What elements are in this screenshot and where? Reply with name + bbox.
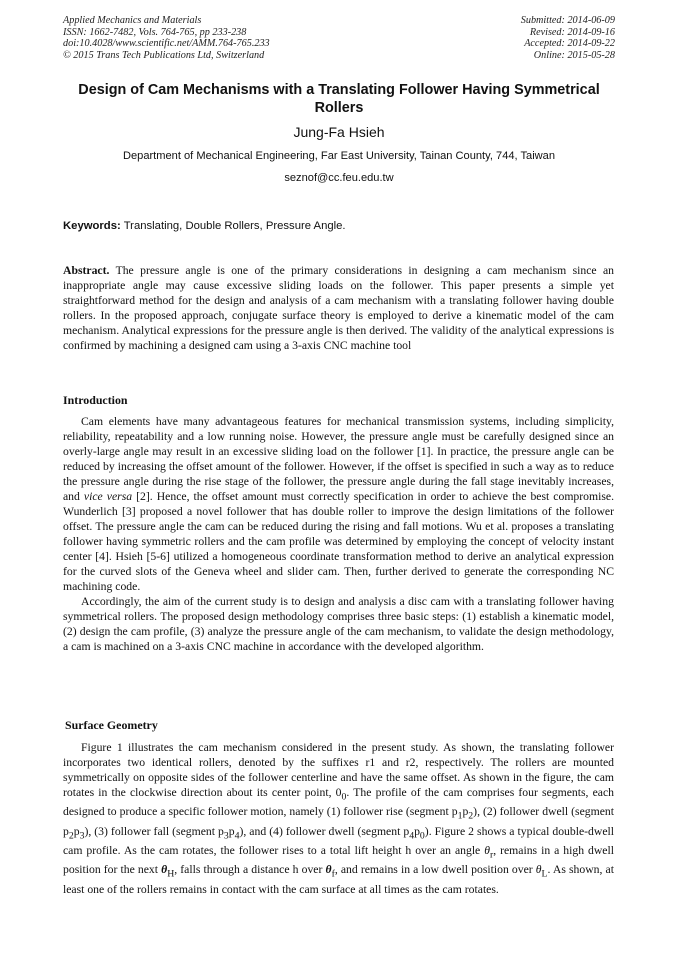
author-affiliation: Department of Mechanical Engineering, Far East University, Tainan County, 744, Taiwan <box>122 150 556 162</box>
date-revised: Revised: 2014-09-16 <box>529 26 615 38</box>
paper-title: Design of Cam Mechanisms with a Translating Follower Having Symmetrical Rollers <box>78 82 600 116</box>
abstract-text: The pressure angle is one of the primary considerations in designing a cam mechanism since an inappropriate angle may cause excessive sliding loads on the follower. This paper presents a simple yet straightforward method for the design and analysis of a cam mechanism with a translating follower having double rollers. In the proposed approach, conjugate surface theory is employed to derive a kinematic model of the cam mechanism. Analytical expressions for the pressure angle is then derived. The validity of the analytical expressions is confirmed by machining a designed cam using a 3-axis CNC machine tool <box>63 264 614 352</box>
journal-copyright: © 2015 Trans Tech Publications Ltd, Switzerland <box>63 49 265 61</box>
surface-geometry-paragraph: Figure 1 illustrates the cam mechanism considered in the present study. As shown, the translating follower incorporates two identical rollers, denoted by the suffixes r1 and r2, respectively. The rollers are mounted symmetrically on opposite sides of the follower centerline and have the same offset. As shown in the figure, the cam rotates in the clockwise direction about its center point, $0_0$. The profile of the cam comprises four segments, each designed to produce a specific follower motion, namely (1) follower rise (segment $p_1p_2$), (2) follower dwell (segment $p_2p_3$), (3) follower fall (segment $p_3p_4$), and (4) follower dwell (segment $p_4p_0$). Figure 2 shows a typical double-dwell cam profile. As the cam rotates, the follower rises to a total lift height h over an angle $\theta_r$, remains in a high dwell position for the next $\theta_H$, falls through a distance h over $\theta_f$, and remains in a low dwell position over $\theta_L$. As shown, at least one of the rollers remains in contact with the cam surface at all times as the cam rotates. <box>63 741 615 896</box>
keywords-text: Translating, Double Rollers, Pressure Angle. <box>123 220 346 232</box>
author-email[interactable]: seznof@cc.feu.edu.tw <box>284 172 394 184</box>
journal-doi: doi:10.4028/www.scientific.net/AMM.764-765.233 <box>63 38 270 50</box>
introduction-body <box>63 414 614 654</box>
date-accepted: Accepted: 2014-09-22 <box>524 38 615 50</box>
abstract <box>63 263 614 353</box>
journal-info <box>63 15 270 61</box>
keywords-label: Keywords: <box>63 220 121 232</box>
introduction-paragraph-1: Cam elements have many advantageous features for mechanical transmission systems, including simplicity, reliability, repeatability and a low running noise. However, the pressure angle must be carefully designed since an overly-large angle may result in an excessive sliding load on the follower [1]. In practice, the pressure angle can be reduced by increasing the offset amount of the follower. However, if the offset is specified in such a way as to reduce the pressure angle during the rise stage of the follower, the pressure angle during the fall stage inevitably increases, and vice versa [2]. Hence, the offset amount must correctly specification in order to achieve the best compromise. Wunderlich [3] proposed a novel follower that has double roller to improve the design limitations of the follower offset. The pressure angle the cam can be reduced during the rising and fall motions. Wu et al. proposes a translating follower having symmetric rollers and the cam profile was determined by employing the concept of velocity instant center [4]. Hsieh [5-6] utilized a homogeneous coordinate transformation method to derive an analytical expression for the curved slots of the Geneva wheel and slider cam. Then, further derived to generate the corresponding NC machining code. <box>63 415 615 593</box>
surface-geometry-body <box>63 740 614 897</box>
date-submitted: Submitted: 2014-06-09 <box>520 15 615 26</box>
surface-geometry-heading: Surface Geometry <box>65 718 158 732</box>
journal-name: Applied Mechanics and Materials <box>63 15 202 26</box>
author-name: Jung-Fa Hsieh <box>293 124 385 140</box>
keywords <box>63 220 346 232</box>
publication-dates <box>521 15 615 61</box>
date-online: Online: 2015-05-28 <box>533 49 615 61</box>
journal-issn: ISSN: 1662-7482, Vols. 764-765, pp 233-238 <box>63 26 247 38</box>
introduction-paragraph-2: Accordingly, the aim of the current study is to design and analysis a disc cam with a translating follower having symmetrical rollers. The proposed design methodology comprises three basic steps: (1) establish a kinematic model, (2) design the cam profile, (3) analyze the pressure angle of the cam mechanism, to validate the design methodology, a cam is machined on a 3-axis CNC machine in accordance with the developed algorithm. <box>63 595 614 653</box>
abstract-label: Abstract. <box>63 264 110 277</box>
introduction-heading: Introduction <box>63 393 128 407</box>
